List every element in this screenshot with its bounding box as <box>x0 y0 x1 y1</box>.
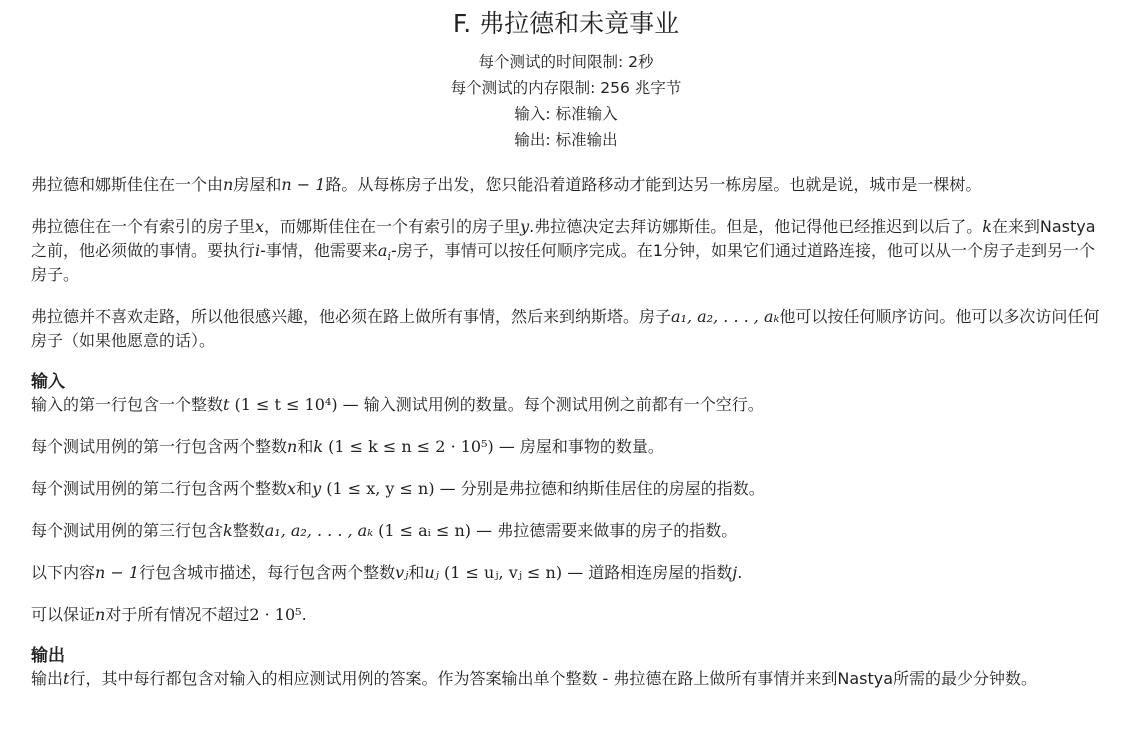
input-spec: 输入: 标准输入 <box>514 105 618 123</box>
input-section-title: 输入 <box>31 372 65 392</box>
output-section <box>31 645 1101 691</box>
problem-header <box>0 0 1132 153</box>
time-limit: 每个测试的时间限制: 2秒 <box>478 53 654 71</box>
input-line-3: 每个测试用例的第二行包含两个整数x和y (1 ≤ x, y ≤ n) — 分别是弗拉德和纳斯佳居住的房屋的指数。 <box>31 479 765 498</box>
output-spec: 输出: 标准输出 <box>514 131 618 149</box>
input-line-6: 可以保证n对于所有情况不超过2 · 10⁵. <box>31 605 307 624</box>
input-line-2: 每个测试用例的第一行包含两个整数n和k (1 ≤ k ≤ n ≤ 2 · 10⁵) — 房屋和事物的数量。 <box>31 437 664 456</box>
problem-title: F. 弗拉德和未竟事业 <box>452 9 680 38</box>
legend-paragraph-1: 弗拉德和娜斯佳住在一个由n房屋和n − 1路。从每栋房子出发，您只能沿着道路移动才能到达另一栋房屋。也就是说，城市是一棵树。 <box>31 175 982 194</box>
problem-statement <box>0 173 1132 691</box>
memory-limit: 每个测试的内存限制: 256 兆字节 <box>450 79 682 97</box>
output-line-1: 输出t行，其中每行都包含对输入的相应测试用例的答案。作为答案输出单个整数 - 弗拉德在路上做所有事情并来到Nastya所需的最少分钟数。 <box>31 669 1038 688</box>
input-section <box>31 371 1101 627</box>
legend-paragraph-3: 弗拉德并不喜欢走路，所以他很感兴趣，他必须在路上做所有事情，然后来到纳斯塔。房子a₁, a₂, . . . , aₖ他可以按任何顺序访问。他可以多次访问任何房子（如果他愿意的话）。 <box>31 307 1100 350</box>
input-line-5: 以下内容n − 1行包含城市描述，每行包含两个整数vⱼ和uⱼ (1 ≤ uⱼ, vⱼ ≤ n) — 道路相连房屋的指数j. <box>31 563 743 582</box>
output-section-title: 输出 <box>31 646 65 666</box>
input-line-4: 每个测试用例的第三行包含k整数a₁, a₂, . . . , aₖ (1 ≤ aᵢ ≤ n) — 弗拉德需要来做事的房子的指数。 <box>31 521 738 540</box>
legend-paragraph-2: 弗拉德住在一个有索引的房子里x，而娜斯佳住在一个有索引的房子里y.弗拉德决定去拜访娜斯佳。但是，他记得他已经推迟到以后了。k在来到Nastya之前，他必须做的事情。要执行i-事情，他需要来$a_i-$房子，事情可以按任何顺序完成。在1分钟，如果它们通过道路连接，他可以从一个房子走到另一个房子。 <box>31 217 1096 284</box>
input-line-1: 输入的第一行包含一个整数t (1 ≤ t ≤ 10⁴) — 输入测试用例的数量。每个测试用例之前都有一个空行。 <box>31 395 764 414</box>
